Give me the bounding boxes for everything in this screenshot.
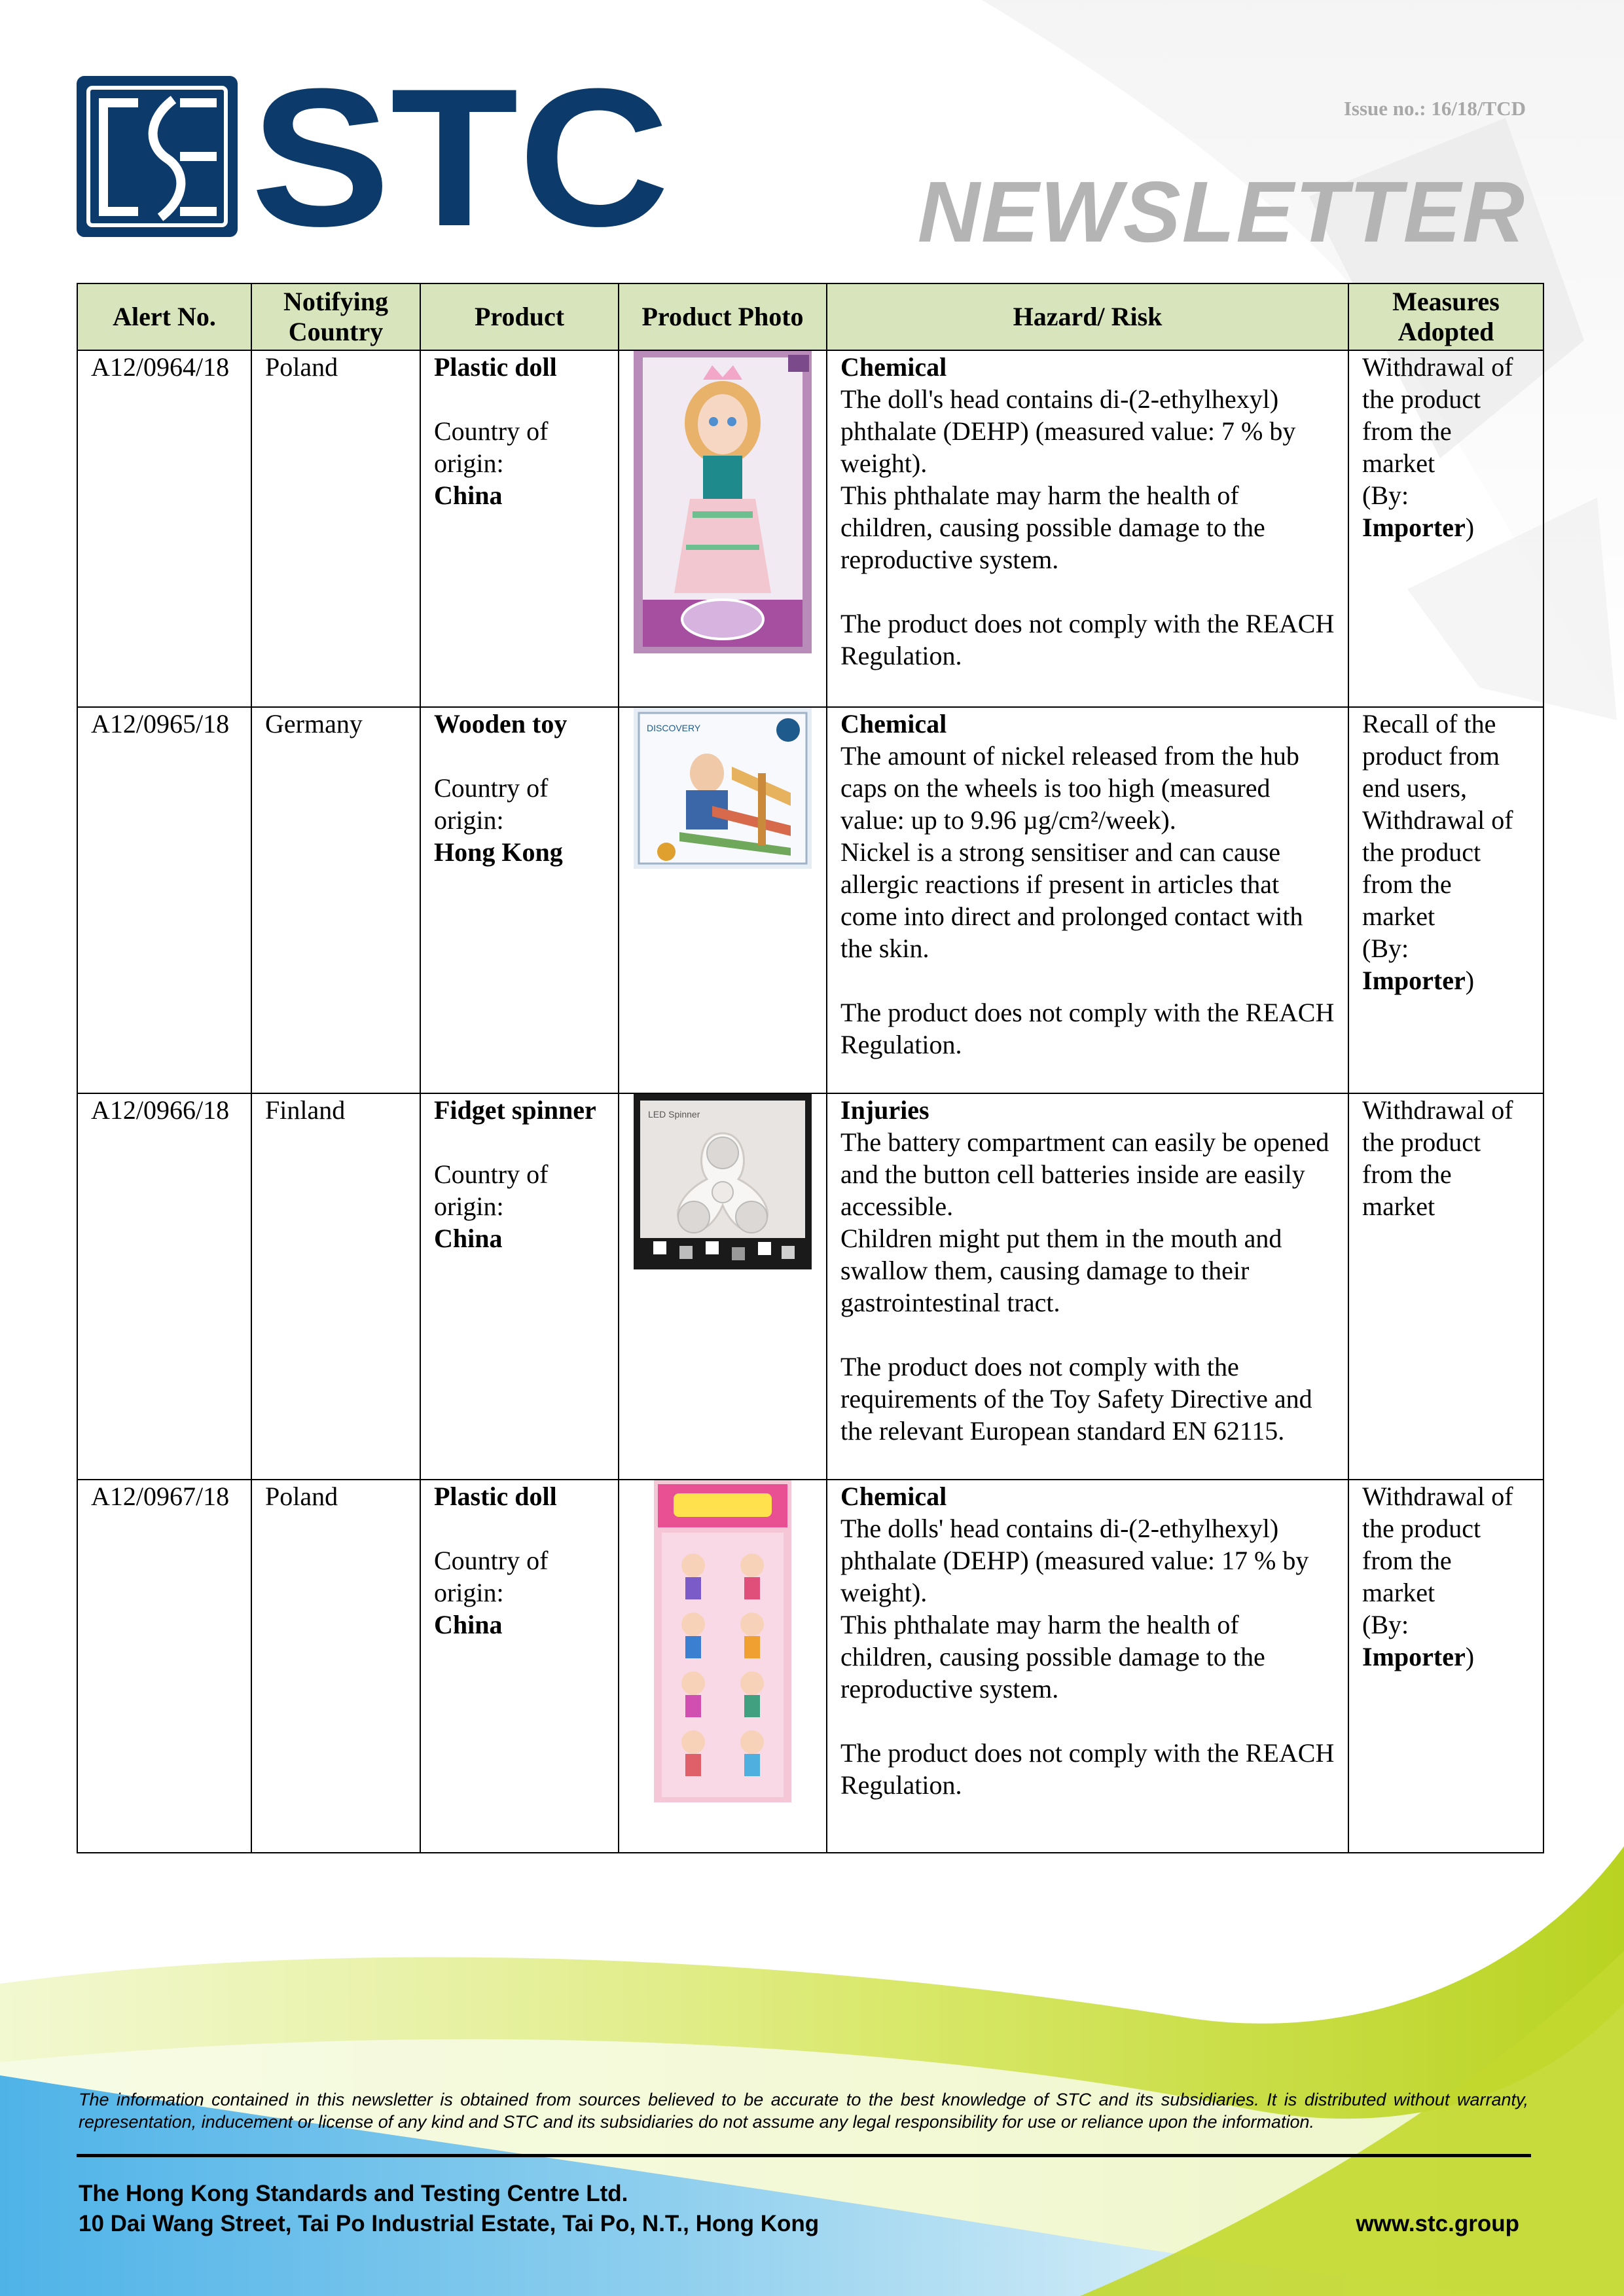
by-close: ) [1465, 513, 1475, 542]
origin-country: China [434, 1224, 503, 1253]
product-photo-cell [619, 350, 827, 707]
product-photo-cell [619, 1480, 827, 1853]
by-close: ) [1465, 966, 1475, 995]
table-row [77, 1480, 1543, 1853]
company-address: 10 Dai Wang Street, Tai Po Industrial Estate, Tai Po, N.T., Hong Kong [79, 2211, 820, 2236]
table-row [77, 707, 1543, 1093]
compliance-text: The product does not comply with the REACH Regulation. [840, 1738, 1335, 1800]
header-alert-no: Alert No. [77, 283, 251, 350]
origin-country: Hong Kong [434, 837, 563, 867]
mini-dolls-card-photo [654, 1480, 791, 1802]
photo-caption: DISCOVERY [647, 723, 701, 733]
by-close: ) [1465, 1642, 1475, 1671]
compliance-text: The product does not comply with the REACH Regulation. [840, 609, 1335, 670]
footer-divider [77, 2154, 1531, 2157]
measures-text: Withdrawal of the product from the market [1362, 1482, 1513, 1607]
hazard-title: Chemical [840, 352, 947, 382]
product-cell [420, 350, 619, 707]
hazard-cell [827, 707, 1348, 1093]
hazard-text: The dolls' head contains di-(2-ethylhexyl) phthalate (DEHP) (measured value: 17 % by weight). [840, 1514, 1309, 1607]
measures-text: Withdrawal of the product from the market [1362, 1095, 1513, 1221]
alert-no: A12/0966/18 [77, 1093, 251, 1480]
by-label: (By: [1362, 934, 1409, 963]
hazard-text-2: Nickel is a strong sensitiser and can cause allergic reactions if present in articles that come into direct and prolonged contact with the skin. [840, 837, 1303, 963]
product-name: Fidget spinner [434, 1095, 596, 1125]
hazard-text-2: This phthalate may harm the health of children, causing possible damage to the reproductive system. [840, 1610, 1265, 1704]
notifying-country: Poland [251, 1480, 420, 1853]
measures-cell [1348, 1093, 1543, 1480]
by-party: Importer [1362, 513, 1466, 542]
hazard-title: Chemical [840, 1482, 947, 1511]
alert-no: A12/0965/18 [77, 707, 251, 1093]
measures-text: Withdrawal of the product from the market [1362, 352, 1513, 478]
measures-text: Recall of the product from end users, Withdrawal of the product from the market [1362, 709, 1513, 931]
hazard-title: Chemical [840, 709, 947, 738]
header-product-photo: Product Photo [619, 283, 827, 350]
by-label: (By: [1362, 481, 1409, 510]
hazard-title: Injuries [840, 1095, 929, 1125]
company-name: The Hong Kong Standards and Testing Centre Ltd. [79, 2181, 628, 2206]
table-row [77, 1093, 1543, 1480]
newsletter-title: NEWSLETTER [917, 164, 1526, 260]
hazard-text: The battery compartment can easily be opened and the button cell batteries inside are easily accessible. [840, 1127, 1329, 1221]
stc-logo [75, 73, 671, 240]
measures-cell [1348, 707, 1543, 1093]
photo-caption: LED Spinner [648, 1109, 700, 1120]
hazard-text-2: This phthalate may harm the health of children, causing possible damage to the reproductive system. [840, 481, 1265, 574]
alerts-table [77, 283, 1544, 1853]
hazard-cell [827, 350, 1348, 707]
by-label: (By: [1362, 1610, 1409, 1639]
notifying-country: Finland [251, 1093, 420, 1480]
origin-label: Country of origin: [434, 773, 549, 835]
hazard-cell [827, 1480, 1348, 1853]
measures-cell [1348, 350, 1543, 707]
origin-label: Country of origin: [434, 1546, 549, 1607]
origin-country: China [434, 1610, 503, 1639]
alert-no: A12/0964/18 [77, 350, 251, 707]
compliance-text: The product does not comply with the requirements of the Toy Safety Directive and the relevant European standard EN 62115. [840, 1352, 1312, 1446]
product-cell [420, 1093, 619, 1480]
hazard-text: The amount of nickel released from the hub caps on the wheels is too high (measured value: up to 9.96 µg/cm²/week). [840, 741, 1299, 835]
product-name: Plastic doll [434, 352, 557, 382]
doll-in-box-photo [634, 351, 812, 653]
table-row [77, 350, 1543, 707]
notifying-country: Poland [251, 350, 420, 707]
notifying-country: Germany [251, 707, 420, 1093]
header-measures-adopted: Measures Adopted [1348, 283, 1543, 350]
wooden-car-track-photo [634, 708, 812, 869]
hazard-cell [827, 1093, 1348, 1480]
alert-no: A12/0967/18 [77, 1480, 251, 1853]
logo-text: STC [251, 73, 670, 240]
hazard-text-2: Children might put them in the mouth and swallow them, causing damage to their gastrointestinal tract. [840, 1224, 1282, 1317]
by-party: Importer [1362, 1642, 1466, 1671]
fidget-spinner-photo [634, 1094, 812, 1269]
header-notifying-country: Notifying Country [251, 283, 420, 350]
product-name: Wooden toy [434, 709, 568, 738]
origin-label: Country of origin: [434, 1159, 549, 1221]
table-header-row [77, 283, 1543, 350]
disclaimer-text: The information contained in this newsletter is obtained from sources believed to be accurate to the best knowledge of STC and its subsidiaries. It is distributed without warranty, representation, inducement or license of any kind and STC and its subsidiaries do not assume any legal responsibility for use or reliance upon the information. [79, 2090, 1528, 2132]
website-link[interactable]: www.stc.group [1356, 2211, 1519, 2236]
product-cell [420, 707, 619, 1093]
hazard-text: The doll's head contains di-(2-ethylhexyl) phthalate (DEHP) (measured value: 7 % by weight). [840, 384, 1296, 478]
product-photo-cell [619, 707, 827, 1093]
compliance-text: The product does not comply with the REACH Regulation. [840, 998, 1335, 1059]
company-info [79, 2179, 819, 2239]
origin-country: China [434, 481, 503, 510]
product-photo-cell [619, 1093, 827, 1480]
product-cell [420, 1480, 619, 1853]
by-party: Importer [1362, 966, 1466, 995]
product-name: Plastic doll [434, 1482, 557, 1511]
origin-label: Country of origin: [434, 416, 549, 478]
header-hazard-risk: Hazard/ Risk [827, 283, 1348, 350]
measures-cell [1348, 1480, 1543, 1853]
header-product: Product [420, 283, 619, 350]
issue-number: Issue no.: 16/18/TCD [1343, 97, 1526, 120]
